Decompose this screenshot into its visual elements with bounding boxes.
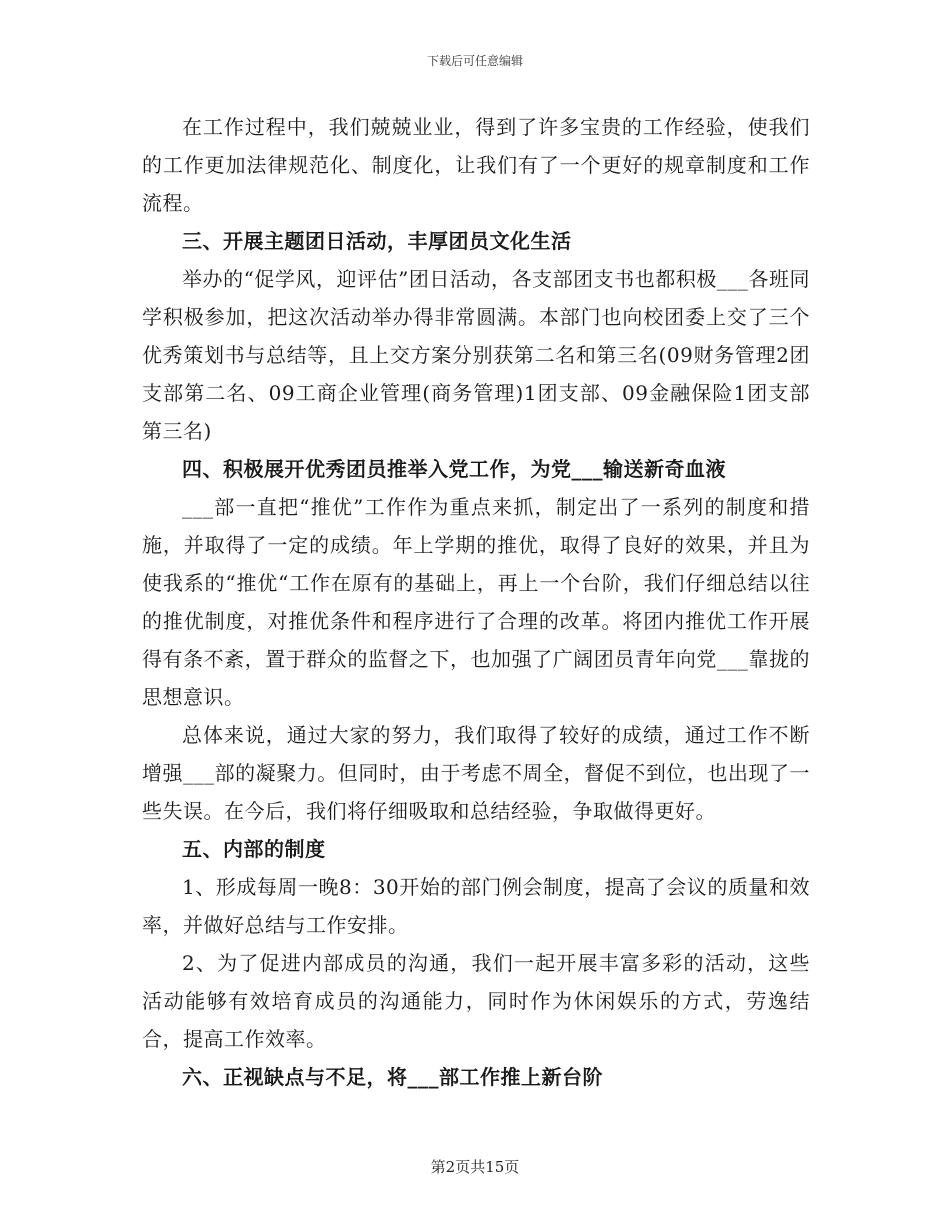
section-heading-5: 五、内部的制度 [182,837,326,861]
section-heading-4: 四、积极展开优秀团员推举入党工作，为党___输送新奇血液 [182,457,726,481]
paragraph-rule-2: 2、为了促进内部成员的沟通，我们一起开展丰富多彩的活动，这些活动能够有效培育成员的沟通能力，同时作为休闲娱乐的方式，劳逸结合，提高工作效率。 [142,951,810,1051]
paragraph-rule-1: 1、形成每周一晚8：30开始的部门例会制度，提高了会议的质量和效率，并做好总结与工作安排。 [142,875,810,937]
paragraph-recommendation: ___部一直把“推优”工作作为重点来抓，制定出了一系列的制度和措施，并取得了一定的成绩。年上学期的推优，取得了良好的效果，并且为使我系的“推优“工作在原有的基础上，再上一个台阶，我们仔细总结以往的推优制度，对推优条件和程序进行了合理的改革。将团内推优工作开展得有条不紊，置于群众的监督之下，也加强了广阔团员青年向党___靠拢的思想意识。 [142,495,810,709]
paragraph-work-process: 在工作过程中，我们兢兢业业，得到了许多宝贵的工作经验，使我们的工作更加法律规范化、制度化，让我们有了一个更好的规章制度和工作流程。 [142,115,810,215]
page-footer: 第2页共15页 [430,1158,520,1176]
section-heading-6: 六、正视缺点与不足，将___部工作推上新台阶 [182,1065,603,1089]
paragraph-summary: 总体来说，通过大家的努力，我们取得了较好的成绩，通过工作不断增强___部的凝聚力。但同时，由于考虑不周全，督促不到位，也出现了一些失误。在今后，我们将仔细吸取和总结经验，争取做得更好。 [142,723,810,823]
page-header: 下载后可任意编辑 [426,54,523,68]
paragraph-league-day: 举办的“促学风，迎评估”团日活动，各支部团支书也都积极___各班同学积极参加，把这次活动举办得非常圆满。本部门也向校团委上交了三个优秀策划书与总结等，且上交方案分别获第二名和第三名(09财务管理2团支部第二名、09工商企业管理(商务管理)1团支部、09金融保险1团支部第三名) [142,267,810,443]
section-heading-3: 三、开展主题团日活动，丰厚团员文化生活 [182,229,572,253]
document-body [142,108,810,1096]
